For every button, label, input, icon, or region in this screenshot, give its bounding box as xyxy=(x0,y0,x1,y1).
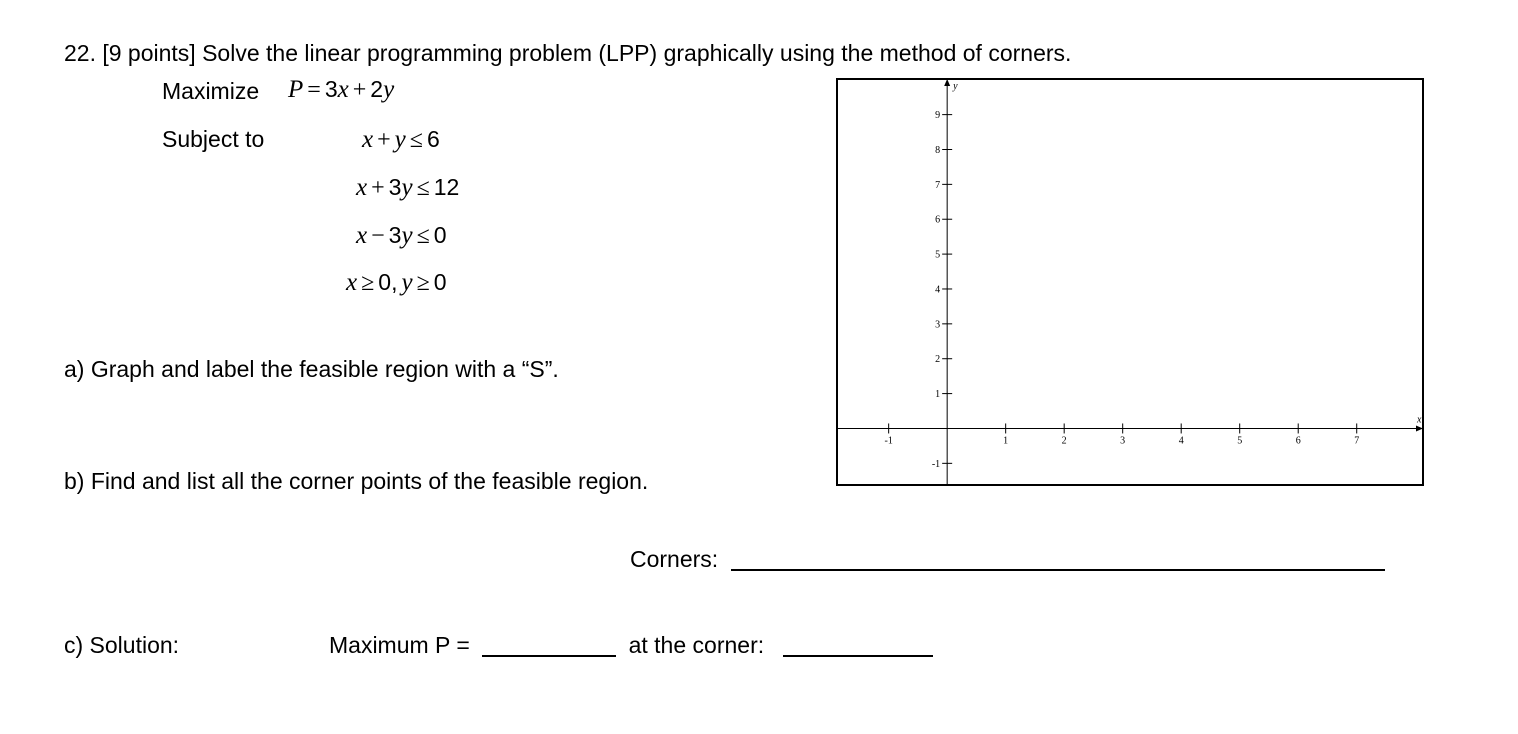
y-tick-label: 7 xyxy=(935,179,941,191)
constraint-4-var-x: x xyxy=(346,269,358,296)
objective-var-y: y xyxy=(383,76,395,103)
graph-frame xyxy=(837,79,1423,485)
constraint-4 xyxy=(346,269,447,297)
x-tick-label: 6 xyxy=(1295,435,1301,447)
constraint-3-rel: ≤ xyxy=(416,223,430,249)
part-b-text: b) Find and list all the corner points of the feasible region. xyxy=(64,468,649,494)
x-tick-label: 7 xyxy=(1354,435,1360,447)
part-a-text: a) Graph and label the feasible region with a “S”. xyxy=(64,356,559,382)
constraint-2-rhs: 12 xyxy=(433,174,460,200)
solution-line xyxy=(329,632,933,659)
objective-coef-y: 2 xyxy=(370,76,384,102)
x-tick-label: 1 xyxy=(1003,435,1009,447)
y-tick-label: 2 xyxy=(935,354,941,366)
objective-eq: = xyxy=(307,77,321,103)
maximize-label: Maximize xyxy=(162,78,260,104)
constraint-3-op: − xyxy=(371,223,385,249)
x-axis-label: x xyxy=(1417,414,1422,426)
constraint-1-op: + xyxy=(377,127,391,153)
constraint-3 xyxy=(356,222,447,250)
y-tick-label: 4 xyxy=(935,284,941,296)
maximum-p-answer-blank[interactable] xyxy=(482,633,616,657)
constraint-2 xyxy=(356,174,459,202)
objective-coef-x: 3 xyxy=(324,76,338,102)
coordinate-grid[interactable] xyxy=(836,78,1424,486)
constraint-3-rhs: 0 xyxy=(433,222,447,248)
at-corner-label: at the corner: xyxy=(628,632,765,658)
constraint-1-var-y: y xyxy=(394,126,406,153)
y-tick-label: 8 xyxy=(935,144,941,156)
objective-var-x: x xyxy=(337,76,349,103)
y-tick-label: 3 xyxy=(935,319,941,331)
constraint-3-coef: 3 xyxy=(388,222,402,248)
constraint-3-var-x: x xyxy=(356,222,368,249)
constraint-3-var-y: y xyxy=(401,222,413,249)
corners-label: Corners: xyxy=(630,546,719,572)
constraint-2-var-y: y xyxy=(401,174,413,201)
objective-plus: + xyxy=(352,77,367,103)
constraint-4-var-y: y xyxy=(401,269,413,296)
constraint-1-rel: ≤ xyxy=(409,127,423,153)
constraint-2-coef: 3 xyxy=(388,174,402,200)
x-tick-label: -1 xyxy=(884,435,893,447)
constraint-2-rel: ≤ xyxy=(416,175,430,201)
y-axis-label: y xyxy=(953,81,958,92)
corners-answer-blank[interactable] xyxy=(731,547,1385,571)
constraint-4-rel-y: ≥ xyxy=(416,270,430,296)
constraint-2-var-x: x xyxy=(356,174,368,201)
objective-lhs: P xyxy=(288,76,304,103)
x-tick-label: 5 xyxy=(1237,435,1243,447)
constraint-4-rhs-x: 0, xyxy=(378,269,398,295)
constraint-1 xyxy=(362,126,440,154)
corner-answer-blank[interactable] xyxy=(783,633,933,657)
y-tick-label: 5 xyxy=(935,249,941,261)
y-tick-label: 1 xyxy=(935,389,941,401)
problem-heading: 22. [9 points] Solve the linear programming problem (LPP) graphically using the method of corners. xyxy=(64,40,1072,66)
objective-function xyxy=(288,76,394,104)
constraint-1-var-x: x xyxy=(362,126,374,153)
part-c-label: c) Solution: xyxy=(64,632,180,658)
constraint-1-rhs: 6 xyxy=(426,126,440,152)
y-tick-label: -1 xyxy=(931,458,941,470)
constraint-4-rel-x: ≥ xyxy=(361,270,375,296)
y-tick-label: 9 xyxy=(935,110,941,122)
x-tick-label: 3 xyxy=(1120,435,1126,447)
constraint-2-op: + xyxy=(371,175,385,201)
corners-line xyxy=(630,546,1385,573)
x-tick-label: 2 xyxy=(1061,435,1067,447)
subject-to-label: Subject to xyxy=(162,126,265,152)
constraint-4-rhs-y: 0 xyxy=(433,269,447,295)
maximum-p-label: Maximum P = xyxy=(329,632,470,658)
x-tick-label: 4 xyxy=(1178,435,1184,447)
y-tick-label: 6 xyxy=(935,214,941,226)
